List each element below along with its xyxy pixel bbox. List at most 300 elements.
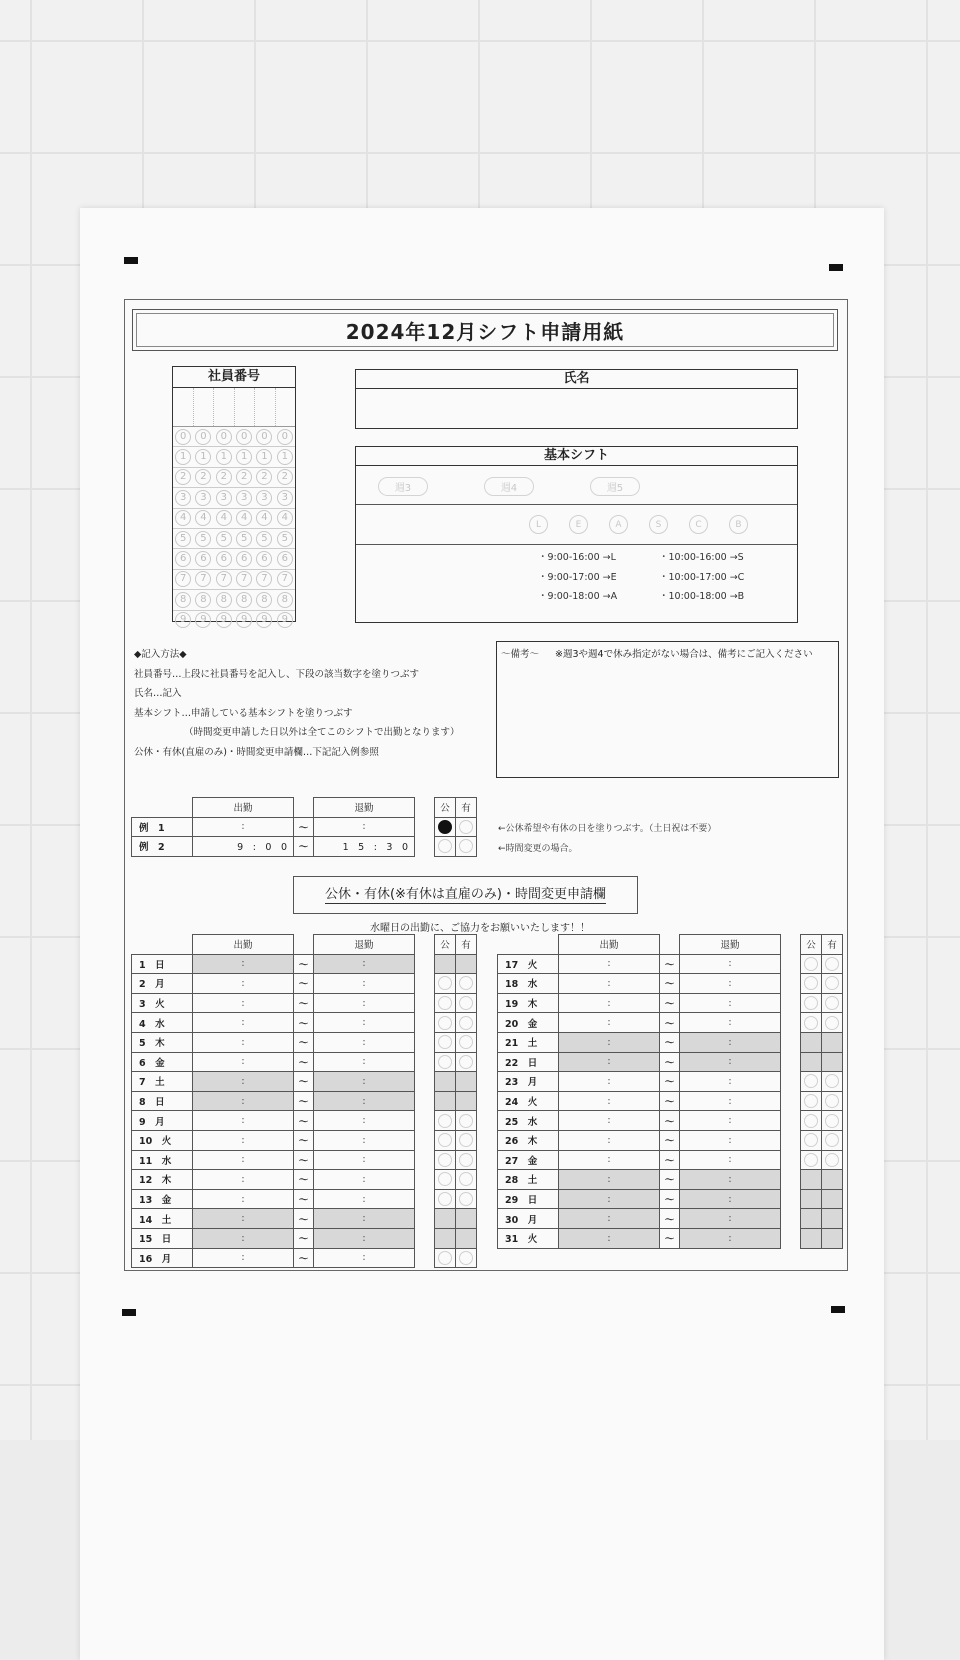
digit-bubble[interactable]: 1 xyxy=(236,449,252,465)
digit-bubble[interactable]: 5 xyxy=(195,531,211,547)
digit-bubble[interactable]: 1 xyxy=(195,449,211,465)
example-table xyxy=(131,797,477,857)
day-off-checkbox[interactable] xyxy=(801,1150,822,1170)
start-time-field[interactable]: : xyxy=(193,1013,294,1033)
digit-bubble[interactable]: 4 xyxy=(236,510,252,526)
shift-code-bubble[interactable]: B xyxy=(729,515,748,534)
end-time-field[interactable]: : xyxy=(314,1013,415,1033)
day-label: 4 水 xyxy=(132,1013,193,1033)
start-time-field[interactable]: : xyxy=(559,1209,660,1229)
digit-bubble[interactable]: 0 xyxy=(236,429,252,445)
day-row xyxy=(132,1228,477,1248)
week-pill-5[interactable]: 週5 xyxy=(590,477,640,496)
day-row xyxy=(498,1072,843,1092)
start-time-field[interactable]: : xyxy=(193,1091,294,1111)
request-subtitle: 水曜日の出勤に、ご協力をお願いいたします！！ xyxy=(370,923,590,934)
digit-bubble[interactable]: 5 xyxy=(256,531,272,547)
digit-bubble[interactable]: 0 xyxy=(256,429,272,445)
day-row xyxy=(498,1130,843,1150)
paid-leave-checkbox[interactable] xyxy=(822,1189,843,1209)
shift-code-row xyxy=(356,504,797,545)
start-time-field[interactable]: : xyxy=(193,1248,294,1268)
day-off-checkbox[interactable] xyxy=(801,954,822,974)
start-time-field[interactable]: : xyxy=(559,954,660,974)
instruction-line: 氏名…記入 xyxy=(134,688,182,699)
digit-bubble[interactable]: 3 xyxy=(216,490,232,506)
digit-bubble[interactable]: 9 xyxy=(236,612,252,628)
day-row xyxy=(132,1150,477,1170)
day-row xyxy=(132,1032,477,1052)
name-box xyxy=(355,369,798,429)
paid-leave-checkbox[interactable] xyxy=(456,1209,477,1229)
digit-bubble[interactable]: 0 xyxy=(195,429,211,445)
paid-leave-checkbox[interactable] xyxy=(822,1091,843,1111)
day-off-checkbox[interactable] xyxy=(435,1209,456,1229)
paid-leave-checkbox[interactable] xyxy=(822,1013,843,1033)
start-time-field[interactable]: : xyxy=(193,1209,294,1229)
start-time-field[interactable]: : xyxy=(193,993,294,1013)
tilde: ～ xyxy=(294,1072,314,1092)
digit-bubble[interactable]: 3 xyxy=(195,490,211,506)
end-time-field[interactable]: : xyxy=(680,1130,781,1150)
paid-leave-checkbox[interactable] xyxy=(456,1091,477,1111)
day-off-header: 公 xyxy=(435,935,456,955)
end-time-field[interactable]: : xyxy=(680,1170,781,1190)
day-row xyxy=(132,1170,477,1190)
paid-leave-checkbox[interactable] xyxy=(456,1150,477,1170)
employee-number-box xyxy=(172,366,296,626)
day-label: 28 土 xyxy=(498,1170,559,1190)
week-pill-row xyxy=(356,467,797,505)
start-time-field[interactable]: : xyxy=(193,954,294,974)
tilde: ～ xyxy=(294,993,314,1013)
day-row xyxy=(132,1013,477,1033)
example-end: 1 5 : 3 0 xyxy=(314,837,415,857)
digit-bubble[interactable]: 0 xyxy=(175,429,191,445)
instruction-line: 基本シフト…申請している基本シフトを塗りつぶす xyxy=(134,707,353,719)
digit-bubble[interactable]: 1 xyxy=(277,449,293,465)
tilde: ～ xyxy=(660,1170,680,1190)
digit-bubble[interactable]: 5 xyxy=(216,531,232,547)
digit-row xyxy=(173,570,295,590)
digit-bubble[interactable]: 1 xyxy=(256,449,272,465)
start-time-field[interactable]: : xyxy=(559,1130,660,1150)
week-pill-3[interactable]: 週3 xyxy=(378,477,428,496)
day-off-checkbox[interactable] xyxy=(435,1091,456,1111)
end-time-field[interactable]: : xyxy=(314,1228,415,1248)
day-off-checkbox[interactable] xyxy=(435,1170,456,1190)
digit-bubble[interactable]: 5 xyxy=(236,531,252,547)
end-time-field[interactable]: : xyxy=(314,954,415,974)
digit-bubble[interactable]: 4 xyxy=(256,510,272,526)
digit-row xyxy=(173,590,295,610)
start-time-field[interactable]: : xyxy=(559,1111,660,1131)
end-time-field[interactable]: : xyxy=(680,1013,781,1033)
end-time-field[interactable]: : xyxy=(314,1130,415,1150)
digit-row xyxy=(173,488,295,508)
day-label: 20 金 xyxy=(498,1013,559,1033)
end-time-field[interactable]: : xyxy=(314,1052,415,1072)
digit-bubble[interactable]: 9 xyxy=(216,612,232,628)
end-time-field[interactable]: : xyxy=(680,1209,781,1229)
end-time-field[interactable]: : xyxy=(680,1091,781,1111)
shift-code-bubble[interactable]: C xyxy=(689,515,708,534)
week-pill-4[interactable]: 週4 xyxy=(484,477,534,496)
example-start: 9 : 0 0 xyxy=(193,837,294,857)
digit-bubble[interactable]: 2 xyxy=(236,469,252,485)
end-time-field[interactable]: : xyxy=(314,1032,415,1052)
start-time-field[interactable]: : xyxy=(193,1052,294,1072)
digit-bubble[interactable]: 6 xyxy=(216,551,232,567)
day-label: 12 木 xyxy=(132,1170,193,1190)
end-time-field[interactable]: : xyxy=(314,974,415,994)
day-label: 11 水 xyxy=(132,1150,193,1170)
digit-bubble[interactable]: 8 xyxy=(236,592,252,608)
paid-leave-checkbox[interactable] xyxy=(456,1072,477,1092)
tilde: ～ xyxy=(294,954,314,974)
instruction-line: 社員番号…上段に社員番号を記入し、下段の該当数字を塗りつぶす xyxy=(134,668,420,680)
digit-bubble[interactable]: 8 xyxy=(175,592,191,608)
end-time-field[interactable]: : xyxy=(680,974,781,994)
start-time-field[interactable]: : xyxy=(193,1170,294,1190)
end-header: 退勤 xyxy=(680,935,781,955)
digit-bubble[interactable]: 1 xyxy=(175,449,191,465)
tilde: ～ xyxy=(660,974,680,994)
instructions-heading: ◆記入方法◆ xyxy=(134,649,187,660)
day-off-checkbox[interactable] xyxy=(435,1228,456,1248)
start-time-field[interactable]: : xyxy=(193,1032,294,1052)
day-off-checkbox[interactable] xyxy=(435,993,456,1013)
end-time-field[interactable]: : xyxy=(680,1189,781,1209)
tilde: ～ xyxy=(294,1052,314,1072)
start-header: 出勤 xyxy=(193,935,294,955)
request-section-title-box xyxy=(293,876,638,914)
day-label: 27 金 xyxy=(498,1150,559,1170)
day-off-checkbox[interactable] xyxy=(435,954,456,974)
day-row xyxy=(498,1111,843,1131)
tilde: ～ xyxy=(294,1248,314,1268)
day-off-checkbox[interactable] xyxy=(801,1072,822,1092)
digit-bubble[interactable]: 4 xyxy=(277,510,293,526)
day-off-checkbox[interactable] xyxy=(801,1228,822,1248)
start-time-field[interactable]: : xyxy=(559,1013,660,1033)
day-row xyxy=(132,1072,477,1092)
paid-leave-checkbox[interactable] xyxy=(456,1248,477,1268)
day-off-checkbox[interactable] xyxy=(435,1130,456,1150)
registration-mark xyxy=(831,1306,845,1313)
tilde: ～ xyxy=(294,837,314,857)
day-label: 2 月 xyxy=(132,974,193,994)
start-time-field[interactable]: : xyxy=(193,1130,294,1150)
digit-bubble[interactable]: 3 xyxy=(236,490,252,506)
paid-leave-checkbox[interactable] xyxy=(822,954,843,974)
digit-bubble[interactable]: 4 xyxy=(216,510,232,526)
paid-leave-checkbox[interactable] xyxy=(456,1032,477,1052)
paid-leave-checkbox[interactable] xyxy=(456,954,477,974)
digit-bubble[interactable]: 8 xyxy=(277,592,293,608)
paid-leave-checkbox[interactable] xyxy=(456,993,477,1013)
tilde: ～ xyxy=(660,954,680,974)
day-off-checkbox[interactable] xyxy=(435,1150,456,1170)
digit-bubble[interactable]: 9 xyxy=(256,612,272,628)
day-off-checkbox[interactable] xyxy=(435,1052,456,1072)
digit-bubble[interactable]: 0 xyxy=(277,429,293,445)
day-label: 26 木 xyxy=(498,1130,559,1150)
day-off-checkbox[interactable] xyxy=(435,1072,456,1092)
end-time-field[interactable]: : xyxy=(314,1189,415,1209)
day-off-checkbox[interactable] xyxy=(801,1111,822,1131)
digit-bubble[interactable]: 9 xyxy=(277,612,293,628)
day-off-checkbox[interactable] xyxy=(435,1189,456,1209)
day-row xyxy=(498,1170,843,1190)
digit-bubble[interactable]: 6 xyxy=(256,551,272,567)
digit-row xyxy=(173,529,295,549)
example-paid-leave-checkbox xyxy=(456,837,477,857)
tilde: ～ xyxy=(294,1189,314,1209)
start-time-field[interactable]: : xyxy=(559,993,660,1013)
tilde: ～ xyxy=(294,1209,314,1229)
registration-mark xyxy=(124,257,138,264)
digit-bubble[interactable]: 5 xyxy=(175,531,191,547)
form-title-box xyxy=(132,309,838,351)
digit-bubble[interactable]: 7 xyxy=(216,571,232,587)
start-time-field[interactable]: : xyxy=(559,1228,660,1248)
day-off-checkbox[interactable] xyxy=(801,974,822,994)
day-off-checkbox[interactable] xyxy=(801,1052,822,1072)
start-time-field[interactable]: : xyxy=(559,1170,660,1190)
paid-leave-checkbox[interactable] xyxy=(456,1052,477,1072)
start-time-field[interactable]: : xyxy=(559,1032,660,1052)
day-label: 7 土 xyxy=(132,1072,193,1092)
digit-bubble[interactable]: 2 xyxy=(195,469,211,485)
digit-bubble[interactable]: 2 xyxy=(277,469,293,485)
end-time-field[interactable]: : xyxy=(680,1228,781,1248)
example-start: : xyxy=(193,817,294,837)
notes-instruction: ※週3や週4で休み指定がない場合は、備考にご記入ください xyxy=(555,649,813,660)
day-off-checkbox[interactable] xyxy=(801,1130,822,1150)
paid-leave-checkbox[interactable] xyxy=(822,1072,843,1092)
digit-bubble[interactable]: 7 xyxy=(236,571,252,587)
digit-bubble[interactable]: 3 xyxy=(256,490,272,506)
instruction-line: 公休・有休(直雇のみ)・時間変更申請欄…下記記入例参照 xyxy=(134,746,379,758)
digit-bubble[interactable]: 4 xyxy=(195,510,211,526)
day-off-header: 公 xyxy=(435,798,456,818)
day-label: 5 木 xyxy=(132,1032,193,1052)
digit-bubble[interactable]: 6 xyxy=(175,551,191,567)
shift-legend: ・10:00-16:00 →S xyxy=(659,552,744,563)
paid-leave-checkbox[interactable] xyxy=(456,1189,477,1209)
day-off-checkbox[interactable] xyxy=(801,1013,822,1033)
digit-bubble[interactable]: 4 xyxy=(175,510,191,526)
digit-bubble[interactable]: 8 xyxy=(195,592,211,608)
end-time-field[interactable]: : xyxy=(314,1150,415,1170)
example-note: ←時間変更の場合。 xyxy=(498,844,578,854)
form-title: 2024年12月シフト申請用紙 xyxy=(345,319,625,344)
digit-bubble[interactable]: 6 xyxy=(236,551,252,567)
day-off-checkbox[interactable] xyxy=(435,1111,456,1131)
day-off-checkbox[interactable] xyxy=(801,1032,822,1052)
shift-legend: ・9:00-16:00 →L xyxy=(538,552,616,563)
request-table-right xyxy=(497,934,843,1249)
day-row xyxy=(132,1111,477,1131)
end-time-field[interactable]: : xyxy=(680,1072,781,1092)
end-time-field[interactable]: : xyxy=(314,993,415,1013)
digit-bubble[interactable]: 9 xyxy=(195,612,211,628)
basic-shift-box xyxy=(355,446,798,623)
day-row xyxy=(498,1032,843,1052)
paid-leave-checkbox[interactable] xyxy=(822,1228,843,1248)
notes-label: ～備考～ xyxy=(501,649,540,660)
instructions xyxy=(134,645,460,762)
tilde: ～ xyxy=(294,1032,314,1052)
digit-bubble[interactable]: 3 xyxy=(175,490,191,506)
end-time-field[interactable]: : xyxy=(680,954,781,974)
start-time-field[interactable]: : xyxy=(193,1228,294,1248)
day-off-checkbox[interactable] xyxy=(435,1032,456,1052)
start-time-field[interactable]: : xyxy=(559,1072,660,1092)
digit-bubble[interactable]: 0 xyxy=(216,429,232,445)
paid-leave-checkbox[interactable] xyxy=(822,1170,843,1190)
day-off-checkbox[interactable] xyxy=(435,1013,456,1033)
start-time-field[interactable]: : xyxy=(193,1189,294,1209)
paid-leave-checkbox[interactable] xyxy=(822,1052,843,1072)
day-off-checkbox[interactable] xyxy=(801,1170,822,1190)
start-time-field[interactable]: : xyxy=(559,1189,660,1209)
start-time-field[interactable]: : xyxy=(559,1150,660,1170)
digit-bubble[interactable]: 5 xyxy=(277,531,293,547)
day-off-checkbox[interactable] xyxy=(801,1091,822,1111)
start-time-field[interactable]: : xyxy=(559,1091,660,1111)
digit-bubble[interactable]: 6 xyxy=(277,551,293,567)
digit-bubble[interactable]: 7 xyxy=(277,571,293,587)
shift-code-bubble[interactable]: A xyxy=(609,515,628,534)
paid-leave-checkbox[interactable] xyxy=(822,993,843,1013)
tilde: ～ xyxy=(294,1170,314,1190)
day-row xyxy=(132,1052,477,1072)
end-time-field[interactable]: : xyxy=(314,1091,415,1111)
basic-shift-label: 基本シフト xyxy=(356,447,797,466)
start-time-field[interactable]: : xyxy=(193,1150,294,1170)
paid-leave-checkbox[interactable] xyxy=(822,1150,843,1170)
day-label: 19 木 xyxy=(498,993,559,1013)
day-label: 9 月 xyxy=(132,1111,193,1131)
shift-code-bubble[interactable]: S xyxy=(649,515,668,534)
paid-leave-header: 有 xyxy=(822,935,843,955)
registration-mark xyxy=(829,264,843,271)
shift-code-bubble[interactable]: L xyxy=(529,515,548,534)
paid-leave-checkbox[interactable] xyxy=(456,974,477,994)
end-time-field[interactable]: : xyxy=(314,1111,415,1131)
day-row xyxy=(498,1228,843,1248)
digit-bubble[interactable]: 2 xyxy=(256,469,272,485)
day-row xyxy=(132,974,477,994)
end-header: 退勤 xyxy=(314,798,415,818)
employee-number-write-area[interactable] xyxy=(173,388,295,427)
digit-bubble[interactable]: 7 xyxy=(175,571,191,587)
day-off-checkbox[interactable] xyxy=(435,1248,456,1268)
paid-leave-checkbox[interactable] xyxy=(456,1013,477,1033)
day-row xyxy=(132,1189,477,1209)
tilde: ～ xyxy=(294,1013,314,1033)
tilde: ～ xyxy=(294,1091,314,1111)
paid-leave-checkbox[interactable] xyxy=(822,1130,843,1150)
digit-bubble[interactable]: 9 xyxy=(175,612,191,628)
day-label: 29 日 xyxy=(498,1189,559,1209)
day-label: 25 水 xyxy=(498,1111,559,1131)
name-input-area[interactable] xyxy=(356,389,797,427)
digit-bubble[interactable]: 1 xyxy=(216,449,232,465)
tilde: ～ xyxy=(660,1189,680,1209)
tilde: ～ xyxy=(660,1209,680,1229)
digit-bubble[interactable]: 8 xyxy=(216,592,232,608)
day-off-checkbox[interactable] xyxy=(801,993,822,1013)
digit-bubble[interactable]: 6 xyxy=(195,551,211,567)
end-time-field[interactable]: : xyxy=(680,993,781,1013)
paid-leave-checkbox[interactable] xyxy=(822,1209,843,1229)
tilde: ～ xyxy=(660,1130,680,1150)
end-time-field[interactable]: : xyxy=(314,1248,415,1268)
day-label: 23 月 xyxy=(498,1072,559,1092)
day-label: 15 日 xyxy=(132,1228,193,1248)
notes-box[interactable] xyxy=(496,641,839,778)
start-time-field[interactable]: : xyxy=(193,1072,294,1092)
day-row xyxy=(498,1013,843,1033)
digit-bubble[interactable]: 7 xyxy=(256,571,272,587)
day-row xyxy=(498,1189,843,1209)
digit-bubble[interactable]: 3 xyxy=(277,490,293,506)
end-time-field[interactable]: : xyxy=(680,1111,781,1131)
start-time-field[interactable]: : xyxy=(193,1111,294,1131)
start-time-field[interactable]: : xyxy=(559,974,660,994)
digit-row xyxy=(173,611,295,630)
end-time-field[interactable]: : xyxy=(680,1032,781,1052)
start-time-field[interactable]: : xyxy=(559,1052,660,1072)
paid-leave-checkbox[interactable] xyxy=(822,1032,843,1052)
example-label: 例 1 xyxy=(132,817,193,837)
day-off-checkbox[interactable] xyxy=(435,974,456,994)
shift-code-bubble[interactable]: E xyxy=(569,515,588,534)
end-time-field[interactable]: : xyxy=(314,1209,415,1229)
digit-bubble[interactable]: 7 xyxy=(195,571,211,587)
end-time-field[interactable]: : xyxy=(680,1052,781,1072)
end-time-field[interactable]: : xyxy=(680,1150,781,1170)
paid-leave-checkbox[interactable] xyxy=(456,1111,477,1131)
paid-leave-checkbox[interactable] xyxy=(456,1228,477,1248)
paid-leave-checkbox[interactable] xyxy=(456,1170,477,1190)
paid-leave-checkbox[interactable] xyxy=(456,1130,477,1150)
digit-bubble[interactable]: 2 xyxy=(175,469,191,485)
day-label: 1 日 xyxy=(132,954,193,974)
day-label: 8 日 xyxy=(132,1091,193,1111)
paid-leave-header: 有 xyxy=(456,798,477,818)
shift-legend: ・9:00-17:00 →E xyxy=(538,572,617,583)
digit-bubble[interactable]: 2 xyxy=(216,469,232,485)
day-off-checkbox[interactable] xyxy=(801,1209,822,1229)
paid-leave-checkbox[interactable] xyxy=(822,974,843,994)
tilde: ～ xyxy=(660,993,680,1013)
tilde: ～ xyxy=(294,817,314,837)
tilde: ～ xyxy=(294,1111,314,1131)
start-header: 出勤 xyxy=(193,798,294,818)
digit-bubble[interactable]: 8 xyxy=(256,592,272,608)
day-off-checkbox[interactable] xyxy=(801,1189,822,1209)
end-time-field[interactable]: : xyxy=(314,1170,415,1190)
day-label: 22 日 xyxy=(498,1052,559,1072)
paid-leave-checkbox[interactable] xyxy=(822,1111,843,1131)
end-time-field[interactable]: : xyxy=(314,1072,415,1092)
day-label: 6 金 xyxy=(132,1052,193,1072)
start-time-field[interactable]: : xyxy=(193,974,294,994)
